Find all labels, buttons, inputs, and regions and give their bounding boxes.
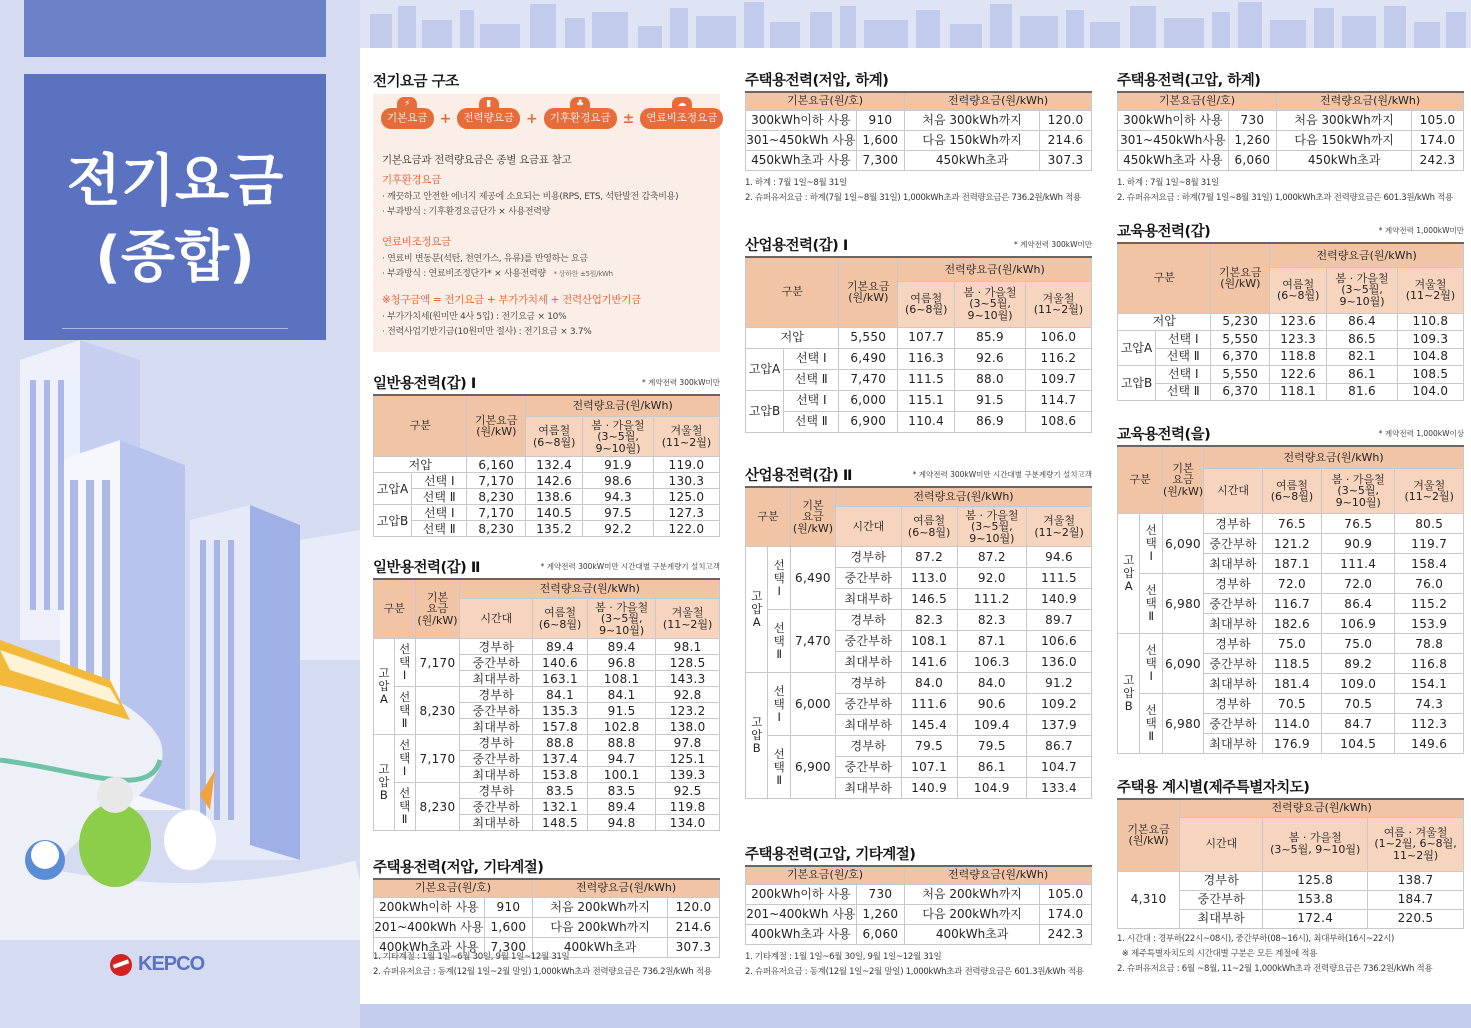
table-row: 최대부하 172.4 220.5	[1118, 909, 1464, 928]
general-b-title: 일반용전력(갑) Ⅱ	[373, 560, 480, 576]
table-row: 400kWh초과 사용 7,300 400kWh초과 307.3	[374, 937, 720, 957]
skyline-banner	[360, 0, 1471, 48]
table-row: 선 택 Ⅱ 6,980 경부하 72.0 72.0 76.0	[1118, 574, 1464, 594]
table-row: 고압B 선택 Ⅰ 6,000 115.1 91.5 114.7	[746, 390, 1092, 411]
industrial-a-note: * 계약전력 300kW미만	[1013, 240, 1092, 249]
edu-b-table: 구분 기본 요금 (원/kW) 전력량요금(원/kWh) 시간대 여름철 (6~8월) 봄 · 가을철 (3~5월, 9~10월) 겨울철 (11~2월) 고 압 A 선 택 Ⅰ 6,090 경부하 76.5 76.5 80.5 중간부하 121.2 90.9 119.7 최대부하 187.1 111.4 158.4 선 택 Ⅱ 6,980 경부하 72.0 72.0 76.0 중간부하 116.7 86.4 115.2 최대부하 182.6 106.9 153.9 고 압 B 선 택 Ⅰ 6,090 경부하 75.0 75.0 78.8 중간부하 118.5 89.2 116.8 최대부하 181.4 109.0 154.1 선 택 Ⅱ 6,980 경부하 70.5 70.5 74.3 중간부하 114.0 84.7 112.3 최대부하 176.9 104.5 149.6	[1117, 445, 1464, 754]
cover-top-bar	[24, 0, 326, 57]
table-row: 저압 5,230 123.6 86.4 110.8	[1118, 313, 1464, 331]
table-row: 고압A 선택 Ⅰ 7,170 142.6 98.6 130.3	[374, 473, 720, 489]
table-row: 중간부하 108.1 87.1 106.6	[746, 631, 1092, 652]
leaf-icon: ♣	[570, 97, 590, 111]
table-row: 고압A 선택 Ⅰ 6,490 116.3 92.6 116.2	[746, 348, 1092, 369]
general-b-table: 구분 기본 요금 (원/kW) 전력량요금(원/kWh) 시간대 여름철 (6~8월) 봄 · 가을철 (3~5월, 9~10월) 겨울철 (11~2월) 고 압 A 선 택 Ⅰ 7,170 경부하 89.4 89.4 98.1 중간부하 140.6 96.8 128.5 최대부하 163.1 108.1 143.3 선 택 Ⅱ 8,230 경부하 84.1 84.1 92.8 중간부하 135.3 91.5 123.2 최대부하 157.8 102.8 138.0 고 압 B 선 택 Ⅰ 7,170 경부하 88.8 88.8 97.8 중간부하 137.4 94.7 125.1 최대부하 153.8 100.1 139.3 선 택 Ⅱ 8,230 경부하 83.5 83.5 92.5 중간부하 132.1 89.4 119.8 최대부하 148.5 94.8 134.0	[373, 578, 720, 831]
fuel-method: · 부과방식 : 연료비조정단가* × 사용전력량 * 상하한 ±5원/kWh	[382, 269, 613, 279]
table-row: 선택 Ⅱ 6,370 118.8 82.1 104.8	[1118, 348, 1464, 366]
plus-op: +	[439, 110, 452, 127]
table-row: 선택 Ⅱ 8,230 138.6 94.3 125.0	[374, 489, 720, 505]
fuel-icon: ☁	[672, 97, 692, 111]
plusminus-op: ±	[622, 110, 635, 127]
table-row: 최대부하 141.6 106.3 136.0	[746, 652, 1092, 673]
cover-title: 전기요금	[66, 149, 284, 214]
structure-note: 기본요금과 전력량요금은 종별 요금표 참고	[382, 154, 572, 166]
battery-icon: ▮	[479, 97, 499, 111]
jeju-table: 기본요금 (원/kW) 전력량요금(원/kWh) 시간대 봄 · 가을철 (3~5월, 9~10월) 여름 · 겨울철 (1~2월, 6~8월, 11~2월) 4,310 경부하 125.8 138.7 중간부하 153.8 184.7 최대부하 172.4 220.5	[1117, 798, 1464, 929]
table-row: 301~450kWh 사용 1,600 다음 150kWh까지 214.6	[746, 130, 1092, 150]
table-row: 고압B 선택 Ⅰ 7,170 140.5 97.5 127.3	[374, 505, 720, 521]
table-row: 고 압 A 선 택 Ⅰ 7,170 경부하 89.4 89.4 98.1	[374, 639, 720, 655]
table-row: 최대부하 145.4 109.4 137.9	[746, 715, 1092, 736]
table-row: 선택 Ⅱ 8,230 135.2 92.2 122.0	[374, 521, 720, 537]
structure-pills	[381, 99, 723, 129]
res-low-other-footnote: 1. 기타계절 : 1월 1일~6월 30일, 9월 1일~12월 31일 2. 슈퍼유저요금 : 동계(12월 1일~2월 말일) 1,000kWh초과 전력량요금은 736.2원/kWh 적용	[373, 952, 712, 977]
table-row: 최대부하 140.9 104.9 133.4	[746, 778, 1092, 799]
edu-b-note: * 계약전력 1,000kW이상	[1378, 429, 1464, 438]
table-row: 선택 Ⅱ 7,470 111.5 88.0 109.7	[746, 369, 1092, 390]
table-row: 선 택 Ⅱ 8,230 경부하 83.5 83.5 92.5	[374, 783, 720, 799]
table-row: 300kWh이하 사용 910 처음 300kWh까지 120.0	[746, 110, 1092, 130]
kepco-logo-icon	[110, 954, 132, 976]
climate-method: · 부과방식 : 기후환경요금단가 × 사용전력량	[382, 207, 551, 217]
table-row: 선 택 Ⅱ 6,980 경부하 70.5 70.5 74.3	[1118, 694, 1464, 714]
jeju-title: 주택용 계시별(제주특별자치도)	[1117, 780, 1310, 796]
general-a-table: 구분 기본요금 (원/kW) 전력량요금(원/kWh) 여름철 (6~8월) 봄 · 가을철 (3~5월, 9~10월) 겨울철 (11~2월) 저압 6,160 132.4 91.9 119.0 고압A 선택 Ⅰ 7,170 142.6 98.6 130.3 선택 Ⅱ 8,230 138.6 94.3 125.0 고압B 선택 Ⅰ 7,170 140.5 97.5 127.3 선택 Ⅱ 8,230 135.2 92.2 122.0	[373, 394, 720, 537]
res-low-summer-table: 기본요금(원/호) 전력량요금(원/kWh) 300kWh이하 사용 910 처음 300kWh까지 120.0 301~450kWh 사용 1,600 다음 150kWh까지 214.6 450kWh초과 사용 7,300 450kWh초과 307.3	[745, 91, 1092, 171]
table-row: 고 압 A 선 택 Ⅰ 6,090 경부하 76.5 76.5 80.5	[1118, 514, 1464, 534]
table-row: 최대부하 182.6 106.9 153.9	[1118, 614, 1464, 634]
table-row: 중간부하 116.7 86.4 115.2	[1118, 594, 1464, 614]
table-row: 200kWh이하 사용 910 처음 200kWh까지 120.0	[374, 897, 720, 917]
table-row: 저압 6,160 132.4 91.9 119.0	[374, 457, 720, 473]
table-row: 중간부하 114.0 84.7 112.3	[1118, 714, 1464, 734]
cover-title-sub: (종합)	[95, 225, 255, 290]
rate-structure-box	[373, 94, 720, 352]
table-row: 고 압 B 선 택 Ⅰ 7,170 경부하 88.8 88.8 97.8	[374, 735, 720, 751]
jeju-footnote: 1. 시간대 : 경부하(22시~08시), 중간부하(08~16시), 최대부하(16시~22시) ※ 제주특별자치도의 시간대별 구분은 모든 계절에 적용 2. 슈퍼유저요금 : 6월 ~8월, 11~2월 1,000kWh초과 전력량요금은 736.2원/kWh 적용	[1117, 934, 1433, 974]
table-row: 선 택 Ⅱ 8,230 경부하 84.1 84.1 92.8	[374, 687, 720, 703]
general-a-title: 일반용전력(갑) Ⅰ	[373, 376, 476, 392]
table-row: 중간부하 107.1 86.1 104.7	[746, 757, 1092, 778]
table-row: 중간부하 113.0 92.0 111.5	[746, 568, 1092, 589]
general-b-note: * 계약전력 300kW미만 시간대별 구분계량기 설치고객	[540, 562, 720, 571]
table-row: 300kWh이하 사용 730 처음 300kWh까지 105.0	[1118, 110, 1464, 130]
billing-vat: · 부가가치세(원미만 4사 5입) : 전기요금 × 10%	[382, 312, 567, 322]
pill-basic: ⚡ 기본요금	[381, 108, 434, 129]
table-row: 고압A 선택 Ⅰ 5,550 123.3 86.5 109.3	[1118, 331, 1464, 349]
res-low-summer-footnote: 1. 하계 : 7월 1일~8월 31일 2. 슈퍼유저요금 : 하계(7월 1일~8월 31일) 1,000kWh초과 전력량요금은 736.2원/kWh 적용	[745, 178, 1081, 203]
res-high-other-title: 주택용전력(고압, 기타계절)	[745, 847, 916, 863]
table-row: 최대부하 157.8 102.8 138.0	[374, 719, 720, 735]
table-row: 최대부하 153.8 100.1 139.3	[374, 767, 720, 783]
edu-b-title: 교육용전력(을)	[1117, 427, 1211, 443]
res-low-other-title: 주택용전력(저압, 기타계절)	[373, 860, 544, 876]
table-row: 중간부하 140.6 96.8 128.5	[374, 655, 720, 671]
table-row: 201~400kWh 사용 1,600 다음 200kWh까지 214.6	[374, 917, 720, 937]
industrial-b-table: 구분 기본 요금 (원/kW) 전력량요금(원/kWh) 시간대 여름철 (6~8월) 봄 · 가을철 (3~5월, 9~10월) 겨울철 (11~2월) 고 압 A 선 택 Ⅰ 6,490 경부하 87.2 87.2 94.6 중간부하 113.0 92.0 111.5 최대부하 146.5 111.2 140.9 선 택 Ⅱ 7,470 경부하 82.3 82.3 89.7 중간부하 108.1 87.1 106.6 최대부하 141.6 106.3 136.0 고 압 B 선 택 Ⅰ 6,000 경부하 84.0 84.0 91.2 중간부하 111.6 90.6 109.2 최대부하 145.4 109.4 137.9 선 택 Ⅱ 6,900 경부하 79.5 79.5 86.7 중간부하 107.1 86.1 104.7 최대부하 140.9 104.9 133.4	[745, 486, 1092, 799]
kepco-logo: KEPCO	[110, 953, 204, 976]
industrial-b-note: * 계약전력 300kW미만 시간대별 구분계량기 설치고객	[912, 470, 1092, 479]
table-row: 저압 5,550 107.7 85.9 106.0	[746, 327, 1092, 348]
fuel-title: 연료비조정요금	[382, 236, 451, 248]
table-row: 201~400kWh 사용 1,260 다음 200kWh까지 174.0	[746, 904, 1092, 924]
table-row: 중간부하 137.4 94.7 125.1	[374, 751, 720, 767]
table-row: 최대부하 181.4 109.0 154.1	[1118, 674, 1464, 694]
table-row: 중간부하 153.8 184.7	[1118, 890, 1464, 909]
industrial-a-table: 구분 기본요금 (원/kW) 전력량요금(원/kWh) 여름철 (6~8월) 봄 · 가을철 (3~5월, 9~10월) 겨울철 (11~2월) 저압 5,550 107.7 85.9 106.0 고압A 선택 Ⅰ 6,490 116.3 92.6 116.2 선택 Ⅱ 7,470 111.5 88.0 109.7 고압B 선택 Ⅰ 6,000 115.1 91.5 114.7 선택 Ⅱ 6,900 110.4 86.9 108.6	[745, 256, 1092, 433]
table-row: 고 압 B 선 택 Ⅰ 6,090 경부하 75.0 75.0 78.8	[1118, 634, 1464, 654]
industrial-a-title: 산업용전력(갑) Ⅰ	[745, 238, 848, 254]
industrial-b-title: 산업용전력(갑) Ⅱ	[745, 468, 852, 484]
table-row: 선택 Ⅱ 6,370 118.1 81.6 104.0	[1118, 383, 1464, 401]
table-row: 400kWh초과 사용 6,060 400kWh초과 242.3	[746, 924, 1092, 944]
edu-a-title: 교육용전력(갑)	[1117, 224, 1211, 240]
pill-fuel: ☁ 연료비조정요금	[640, 108, 723, 129]
table-row: 450kWh초과 사용 7,300 450kWh초과 307.3	[746, 150, 1092, 170]
general-a-note: * 계약전력 300kW미만	[641, 378, 720, 387]
res-high-summer-title: 주택용전력(고압, 하계)	[1117, 73, 1261, 89]
res-high-summer-footnote: 1. 하계 : 7월 1일~8월 31일 2. 슈퍼유저요금 : 하계(7월 1일~8월 31일) 1,000kWh초과 전력량요금은 601.3원/kWh 적용	[1117, 178, 1453, 203]
res-low-summer-title: 주택용전력(저압, 하계)	[745, 73, 889, 89]
cover-panel	[0, 0, 360, 1028]
table-row: 선택 Ⅱ 6,900 110.4 86.9 108.6	[746, 411, 1092, 432]
edu-a-table: 구분 기본요금 (원/kW) 전력량요금(원/kWh) 여름철 (6~8월) 봄 · 가을철 (3~5월, 9~10월) 겨울철 (11~2월) 저압 5,230 123.6 86.4 110.8 고압A 선택 Ⅰ 5,550 123.3 86.5 109.3 선택 Ⅱ 6,370 118.8 82.1 104.8 고압B 선택 Ⅰ 5,550 122.6 86.1 108.5 선택 Ⅱ 6,370 118.1 81.6 104.0	[1117, 242, 1464, 401]
divider	[62, 328, 288, 329]
bottom-bar	[360, 1004, 1471, 1028]
res-high-other-table: 기본요금(원/호) 전력량요금(원/kWh) 200kWh이하 사용 730 처음 200kWh까지 105.0 201~400kWh 사용 1,260 다음 200kWh까지 174.0 400kWh초과 사용 6,060 400kWh초과 242.3	[745, 865, 1092, 945]
billing-title: ※청구금액 = 전기요금 + 부가가치세 + 전력산업기반기금	[382, 294, 641, 306]
res-high-other-footnote: 1. 기타계절 : 1월 1일~6월 30일, 9월 1일~12월 31일 2. 슈퍼유저요금 : 동계(12월 1일~2월 말일) 1,000kWh초과 전력량요금은 601.3원/kWh 적용	[745, 952, 1084, 977]
city-illustration	[0, 340, 360, 940]
table-row: 200kWh이하 사용 730 처음 200kWh까지 105.0	[746, 884, 1092, 904]
res-low-other-table: 기본요금(원/호) 전력량요금(원/kWh) 200kWh이하 사용 910 처음 200kWh까지 120.0 201~400kWh 사용 1,600 다음 200kWh까지 214.6 400kWh초과 사용 7,300 400kWh초과 307.3	[373, 878, 720, 958]
table-row: 고압B 선택 Ⅰ 5,550 122.6 86.1 108.5	[1118, 366, 1464, 384]
billing-fund: · 전력사업기반기금(10원미만 절사) : 전기요금 × 3.7%	[382, 327, 592, 337]
structure-title: 전기요금 구조	[373, 74, 459, 90]
pill-energy: ▮ 전력량요금	[457, 108, 520, 129]
table-row: 중간부하 118.5 89.2 116.8	[1118, 654, 1464, 674]
fuel-desc: · 연료비 변동분(석탄, 천연가스, 유류)를 반영하는 요금	[382, 254, 588, 264]
table-row: 선 택 Ⅱ 7,470 경부하 82.3 82.3 89.7	[746, 610, 1092, 631]
climate-title: 기후환경요금	[382, 174, 442, 186]
plug-icon: ⚡	[397, 97, 417, 111]
table-row: 최대부하 148.5 94.8 134.0	[374, 815, 720, 831]
pill-climate: ♣ 기후환경요금	[544, 108, 617, 129]
table-row: 최대부하 163.1 108.1 143.3	[374, 671, 720, 687]
table-row: 최대부하 176.9 104.5 149.6	[1118, 734, 1464, 754]
climate-desc: · 깨끗하고 안전한 에너지 제공에 소요되는 비용(RPS, ETS, 석탄발전 감축비용)	[382, 192, 679, 202]
table-row: 최대부하 146.5 111.2 140.9	[746, 589, 1092, 610]
table-row: 고 압 A 선 택 Ⅰ 6,490 경부하 87.2 87.2 94.6	[746, 547, 1092, 568]
table-row: 선 택 Ⅱ 6,900 경부하 79.5 79.5 86.7	[746, 736, 1092, 757]
res-high-summer-table: 기본요금(원/호) 전력량요금(원/kWh) 300kWh이하 사용 730 처음 300kWh까지 105.0 301~450kWh사용 1,260 다음 150kWh까지 174.0 450kWh초과 사용 6,060 450kWh초과 242.3	[1117, 91, 1464, 171]
table-row: 중간부하 121.2 90.9 119.7	[1118, 534, 1464, 554]
table-row: 최대부하 187.1 111.4 158.4	[1118, 554, 1464, 574]
table-row: 450kWh초과 사용 6,060 450kWh초과 242.3	[1118, 150, 1464, 170]
table-row: 중간부하 132.1 89.4 119.8	[374, 799, 720, 815]
table-row: 중간부하 111.6 90.6 109.2	[746, 694, 1092, 715]
plus-op: +	[526, 110, 538, 127]
table-row: 고 압 B 선 택 Ⅰ 6,000 경부하 84.0 84.0 91.2	[746, 673, 1092, 694]
table-row: 301~450kWh사용 1,260 다음 150kWh까지 174.0	[1118, 130, 1464, 150]
table-row: 중간부하 135.3 91.5 123.2	[374, 703, 720, 719]
table-row: 4,310 경부하 125.8 138.7	[1118, 871, 1464, 890]
edu-a-note: * 계약전력 1,000kW미만	[1378, 226, 1464, 235]
